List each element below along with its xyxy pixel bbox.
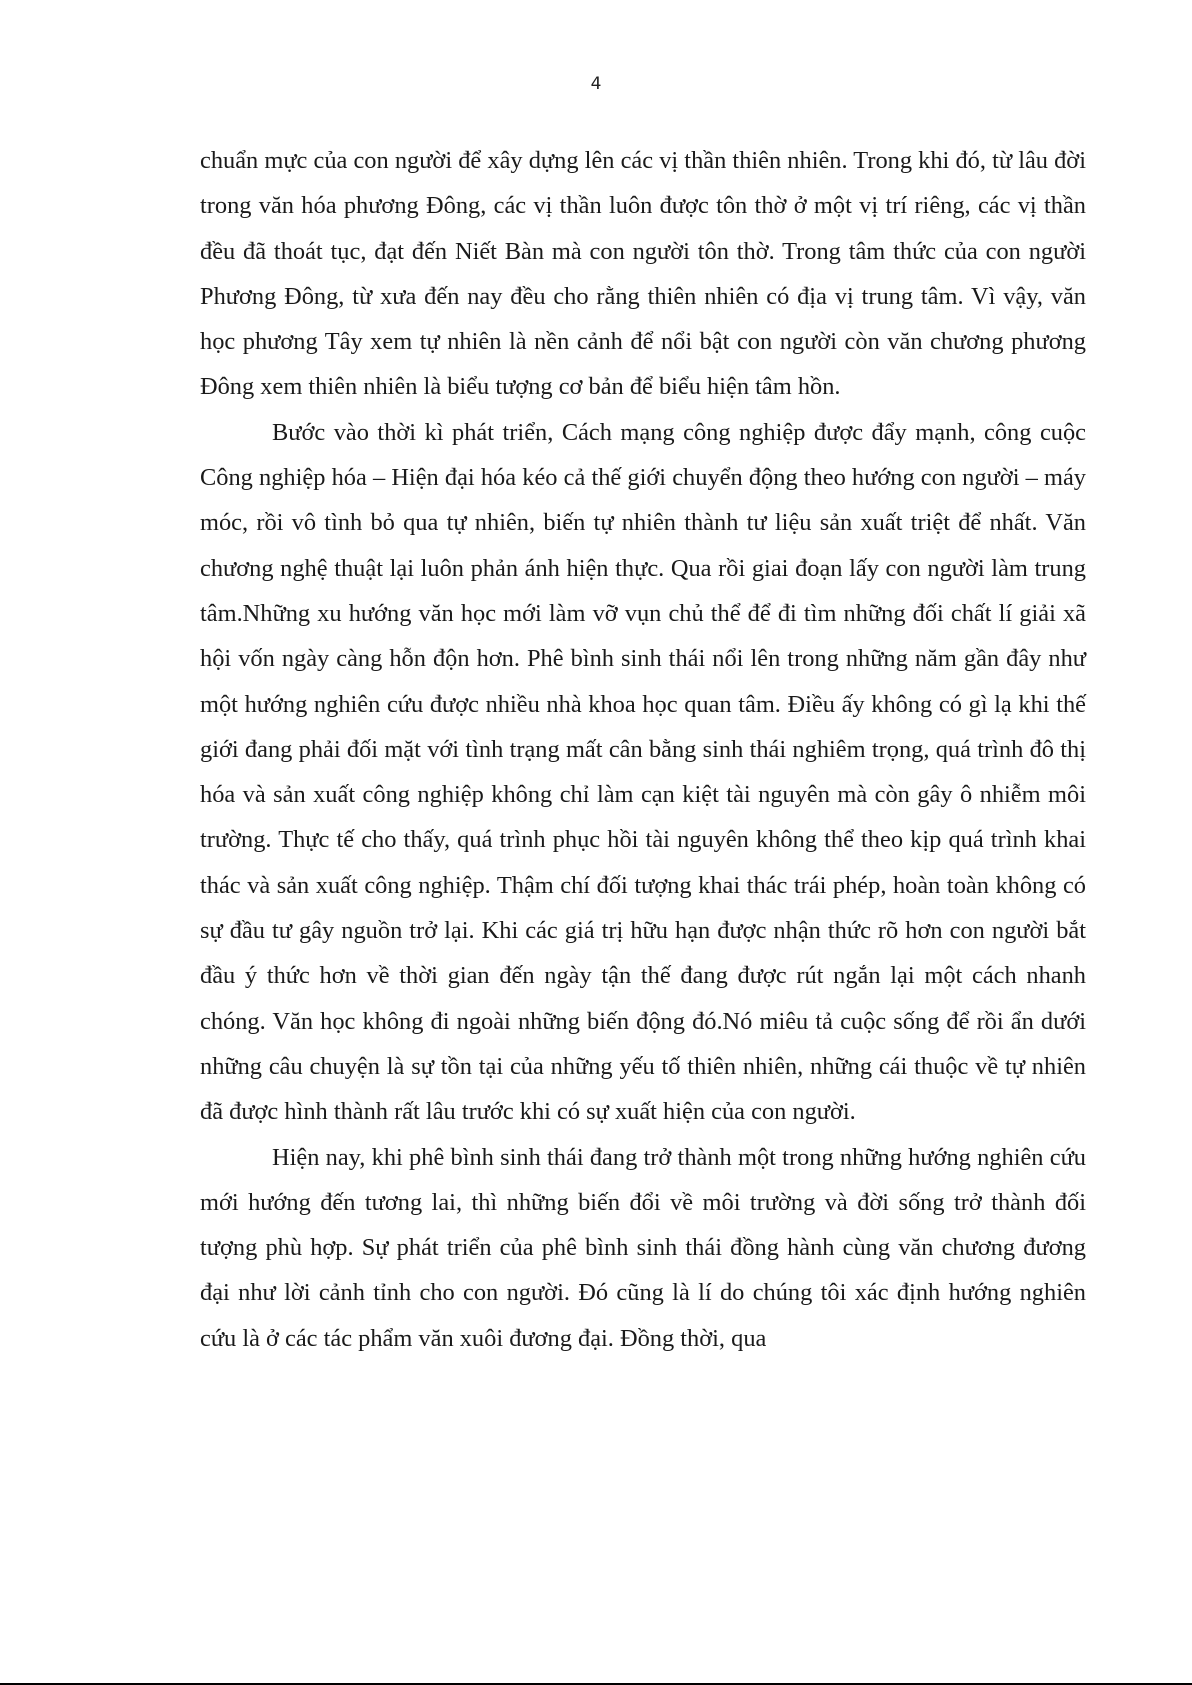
paragraph-2: Bước vào thời kì phát triển, Cách mạng công nghiệp được đẩy mạnh, công cuộc Công nghiệp hóa – Hiện đại hóa kéo cả thế giới chuyển động theo hướng con người – máy móc, rồi vô tình bỏ qua tự nhiên, biến tự nhiên thành tư liệu sản xuất triệt để nhất. Văn chương nghệ thuật lại luôn phản ánh hiện thực. Qua rồi giai đoạn lấy con người làm trung tâm.Những xu hướng văn học mới làm vỡ vụn chủ thể để đi tìm những đối chất lí giải xã hội vốn ngày càng hỗn độn hơn. Phê bình sinh thái nổi lên trong những năm gần đây như một hướng nghiên cứu được nhiều nhà khoa học quan tâm. Điều ấy không có gì lạ khi thế giới đang phải đối mặt với tình trạng mất cân bằng sinh thái nghiêm trọng, quá trình đô thị hóa và sản xuất công nghiệp không chỉ làm cạn kiệt tài nguyên mà còn gây ô nhiễm môi trường. Thực tế cho thấy, quá trình phục hồi tài nguyên không thể theo kịp quá trình khai thác và sản xuất công nghiệp. Thậm chí đối tượng khai thác trái phép, hoàn toàn không có sự đầu tư gây nguồn trở lại. Khi các giá trị hữu hạn được nhận thức rõ hơn con người bắt đầu ý thức hơn về thời gian đến ngày tận thế đang được rút ngắn lại một cách nhanh chóng. Văn học không đi ngoài những biến động đó.Nó miêu tả cuộc sống để rồi ẩn dưới những câu chuyện là sự tồn tại của những yếu tố thiên nhiên, những cái thuộc về tự nhiên đã được hình thành rất lâu trước khi có sự xuất hiện của con người. [200, 418, 1086, 1126]
paragraph-3: Hiện nay, khi phê bình sinh thái đang trở thành một trong những hướng nghiên cứu mới hướng đến tương lai, thì những biến đổi về môi trường và đời sống trở thành đối tượng phù hợp. Sự phát triển của phê bình sinh thái đồng hành cùng văn chương đương đại như lời cảnh tỉnh cho con người. Đó cũng là lí do chúng tôi xác định hướng nghiên cứu là ở các tác phẩm văn xuôi đương đại. Đồng thời, qua [200, 1143, 1086, 1352]
body-text [200, 138, 1086, 1361]
page-number: 4 [590, 74, 602, 94]
paragraph-1: chuẩn mực của con người để xây dựng lên các vị thần thiên nhiên. Trong khi đó, từ lâu đời trong văn hóa phương Đông, các vị thần luôn được tôn thờ ở một vị trí riêng, các vị thần đều đã thoát tục, đạt đến Niết Bàn mà con người tôn thờ. Trong tâm thức của con người Phương Đông, từ xưa đến nay đều cho rằng thiên nhiên có địa vị trung tâm. Vì vậy, văn học phương Tây xem tự nhiên là nền cảnh để nổi bật con người còn văn chương phương Đông xem thiên nhiên là biểu tượng cơ bản để biểu hiện tâm hồn. [200, 147, 1086, 401]
